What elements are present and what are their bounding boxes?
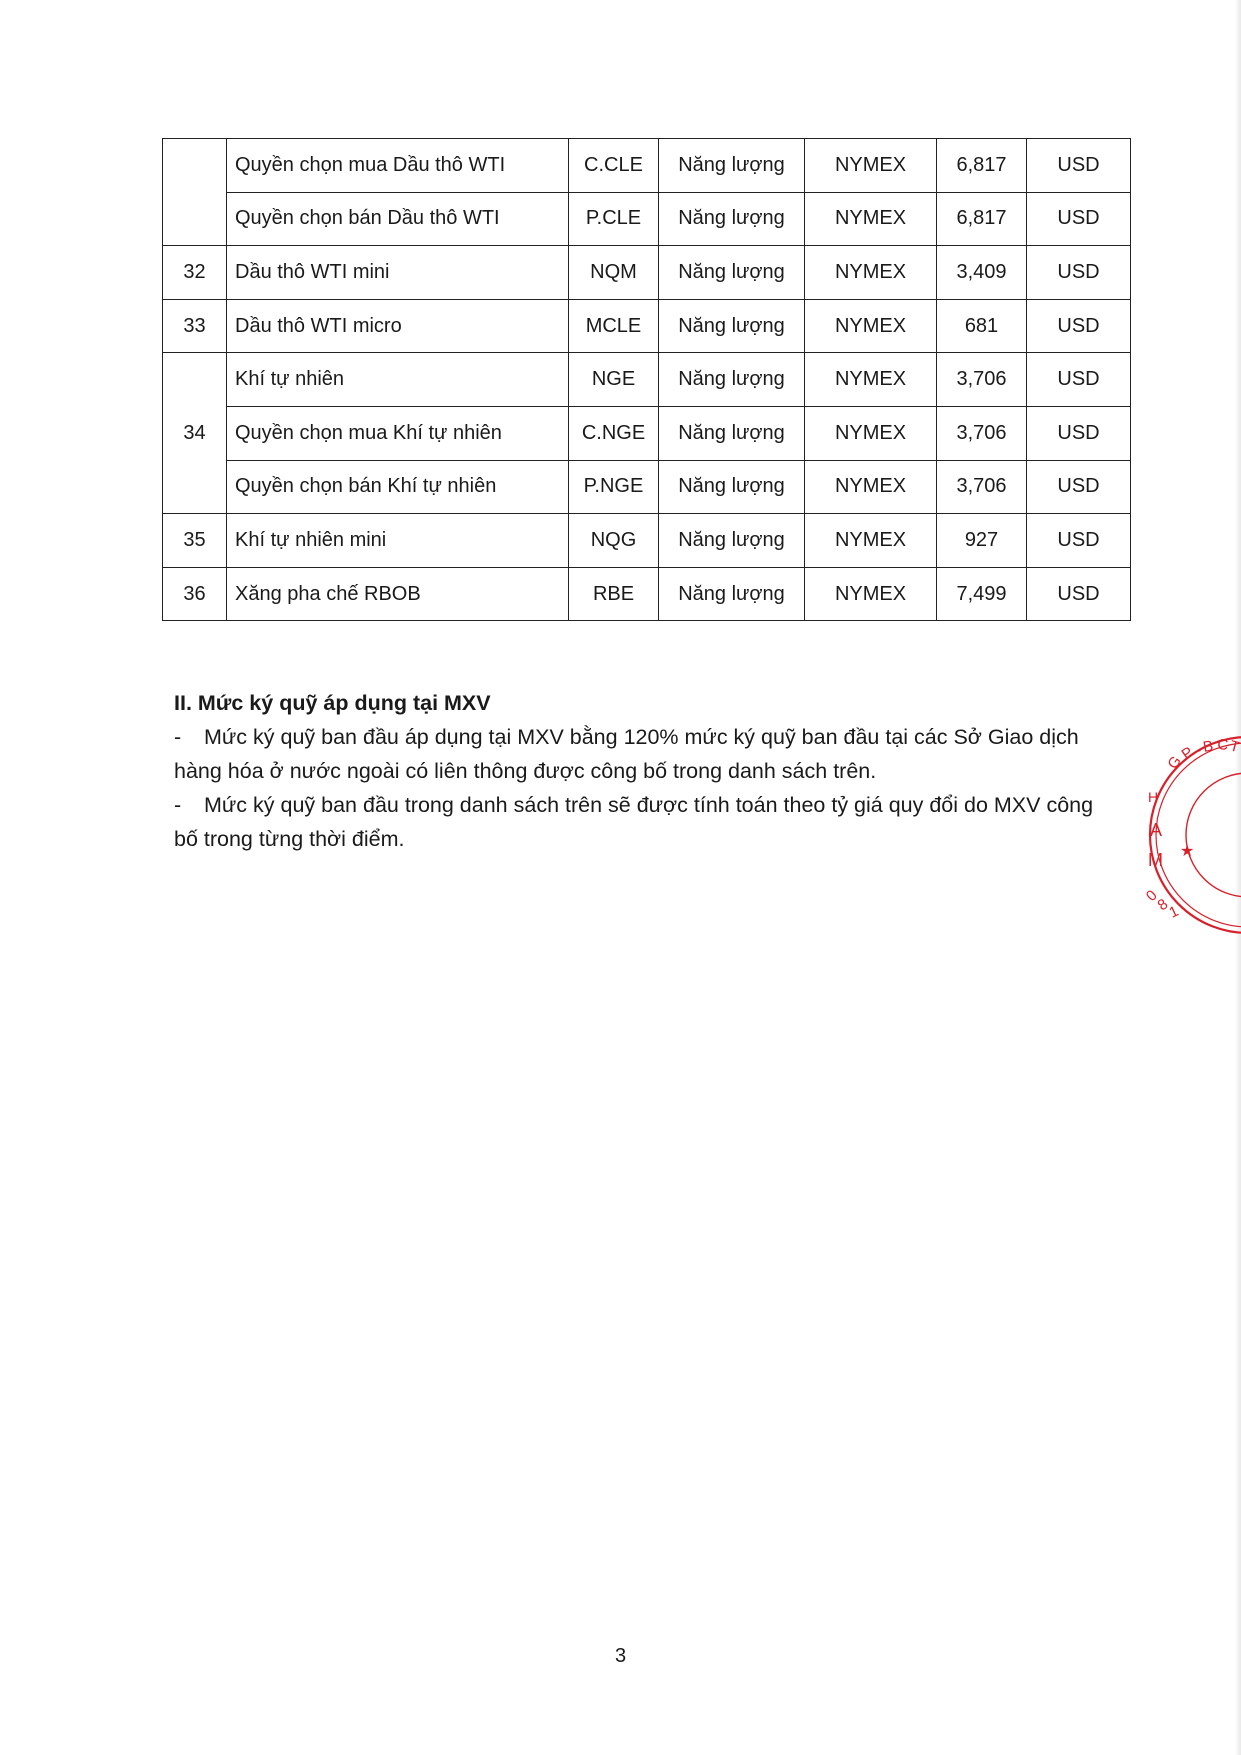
product-code-cell: C.NGE xyxy=(569,406,659,460)
exchange-cell: NYMEX xyxy=(805,567,937,621)
stt-cell xyxy=(163,139,227,246)
product-group-cell: Năng lượng xyxy=(659,514,805,568)
product-code-cell: MCLE xyxy=(569,299,659,353)
product-code-cell: NQM xyxy=(569,246,659,300)
currency-cell: USD xyxy=(1027,246,1131,300)
svg-text:.: . xyxy=(1193,738,1204,756)
table-row xyxy=(163,460,1131,514)
svg-text:H: H xyxy=(1148,789,1159,805)
currency-cell: USD xyxy=(1027,353,1131,407)
svg-text:M: M xyxy=(1148,850,1163,870)
stt-cell: 32 xyxy=(163,246,227,300)
currency-cell: USD xyxy=(1027,299,1131,353)
product-group-cell: Năng lượng xyxy=(659,192,805,246)
margin-value-cell: 3,706 xyxy=(937,406,1027,460)
margin-value-cell: 6,817 xyxy=(937,192,1027,246)
product-name-cell: Dầu thô WTI mini xyxy=(227,246,569,300)
table-row xyxy=(163,514,1131,568)
svg-text:C: C xyxy=(1216,736,1229,754)
product-name-cell: Dầu thô WTI micro xyxy=(227,299,569,353)
exchange-cell: NYMEX xyxy=(805,514,937,568)
exchange-cell: NYMEX xyxy=(805,246,937,300)
table-row xyxy=(163,567,1131,621)
table-row xyxy=(163,299,1131,353)
stt-cell: 34 xyxy=(163,353,227,514)
policy-bullet-text: Mức ký quỹ ban đầu áp dụng tại MXV bằng 120% mức ký quỹ ban đầu tại các Sở Giao dịch hàng hóa ở nước ngoài có liên thông được công bố trong danh sách trên. xyxy=(174,725,1079,783)
product-group-cell: Năng lượng xyxy=(659,460,805,514)
margin-value-cell: 3,706 xyxy=(937,460,1027,514)
svg-text:★: ★ xyxy=(1180,843,1195,860)
product-group-cell: Năng lượng xyxy=(659,406,805,460)
svg-text:8: 8 xyxy=(1154,895,1172,915)
currency-cell: USD xyxy=(1027,514,1131,568)
section-heading: II. Mức ký quỹ áp dụng tại MXV xyxy=(174,691,491,715)
exchange-cell: NYMEX xyxy=(805,353,937,407)
exchange-cell: NYMEX xyxy=(805,139,937,193)
product-name-cell: Quyền chọn bán Khí tự nhiên xyxy=(227,460,569,514)
policy-bullet-text: Mức ký quỹ ban đầu trong danh sách trên sẽ được tính toán theo tỷ giá quy đổi do MXV công bố trong từng thời điểm. xyxy=(174,793,1094,851)
official-stamp-seal xyxy=(1128,730,1241,940)
margin-policy-section xyxy=(174,686,1104,856)
svg-text:P: P xyxy=(1178,743,1197,764)
exchange-cell: NYMEX xyxy=(805,299,937,353)
product-group-cell: Năng lượng xyxy=(659,353,805,407)
product-code-cell: RBE xyxy=(569,567,659,621)
table-row xyxy=(163,246,1131,300)
exchange-cell: NYMEX xyxy=(805,192,937,246)
bullet-dash: - xyxy=(174,725,182,749)
product-code-cell: NGE xyxy=(569,353,659,407)
product-name-cell: Khí tự nhiên mini xyxy=(227,514,569,568)
product-group-cell: Năng lượng xyxy=(659,246,805,300)
product-code-cell: C.CLE xyxy=(569,139,659,193)
exchange-cell: NYMEX xyxy=(805,406,937,460)
product-code-cell: NQG xyxy=(569,514,659,568)
stt-cell: 33 xyxy=(163,299,227,353)
product-name-cell: Quyền chọn mua Dầu thô WTI xyxy=(227,139,569,193)
margin-value-cell: 3,409 xyxy=(937,246,1027,300)
margin-value-cell: 927 xyxy=(937,514,1027,568)
currency-cell: USD xyxy=(1027,192,1131,246)
table-row xyxy=(163,353,1131,407)
currency-cell: USD xyxy=(1027,460,1131,514)
product-group-cell: Năng lượng xyxy=(659,567,805,621)
svg-text:G: G xyxy=(1164,752,1185,773)
table-row xyxy=(163,406,1131,460)
svg-text:1: 1 xyxy=(1166,902,1182,922)
svg-text:A: A xyxy=(1150,820,1163,840)
bullet-dash: - xyxy=(174,793,182,817)
policy-bullet xyxy=(174,788,1104,856)
currency-cell: USD xyxy=(1027,406,1131,460)
policy-bullet xyxy=(174,720,1104,788)
product-group-cell: Năng lượng xyxy=(659,299,805,353)
stt-cell: 36 xyxy=(163,567,227,621)
margin-value-cell: 681 xyxy=(937,299,1027,353)
currency-cell: USD xyxy=(1027,139,1131,193)
product-name-cell: Quyền chọn bán Dầu thô WTI xyxy=(227,192,569,246)
product-name-cell: Quyền chọn mua Khí tự nhiên xyxy=(227,406,569,460)
product-group-cell: Năng lượng xyxy=(659,139,805,193)
table-row xyxy=(163,139,1131,193)
stt-cell: 35 xyxy=(163,514,227,568)
svg-text:T: T xyxy=(1227,737,1241,757)
exchange-cell: NYMEX xyxy=(805,460,937,514)
table-row xyxy=(163,192,1131,246)
svg-text:0: 0 xyxy=(1142,886,1161,905)
product-name-cell: Xăng pha chế RBOB xyxy=(227,567,569,621)
currency-cell: USD xyxy=(1027,567,1131,621)
product-name-cell: Khí tự nhiên xyxy=(227,353,569,407)
svg-text:B: B xyxy=(1201,737,1215,756)
margin-value-cell: 7,499 xyxy=(937,567,1027,621)
product-code-cell: P.CLE xyxy=(569,192,659,246)
page-number: 3 xyxy=(614,1645,627,1667)
margin-value-cell: 6,817 xyxy=(937,139,1027,193)
margin-value-cell: 3,706 xyxy=(937,353,1027,407)
margin-table xyxy=(162,138,1131,621)
product-code-cell: P.NGE xyxy=(569,460,659,514)
